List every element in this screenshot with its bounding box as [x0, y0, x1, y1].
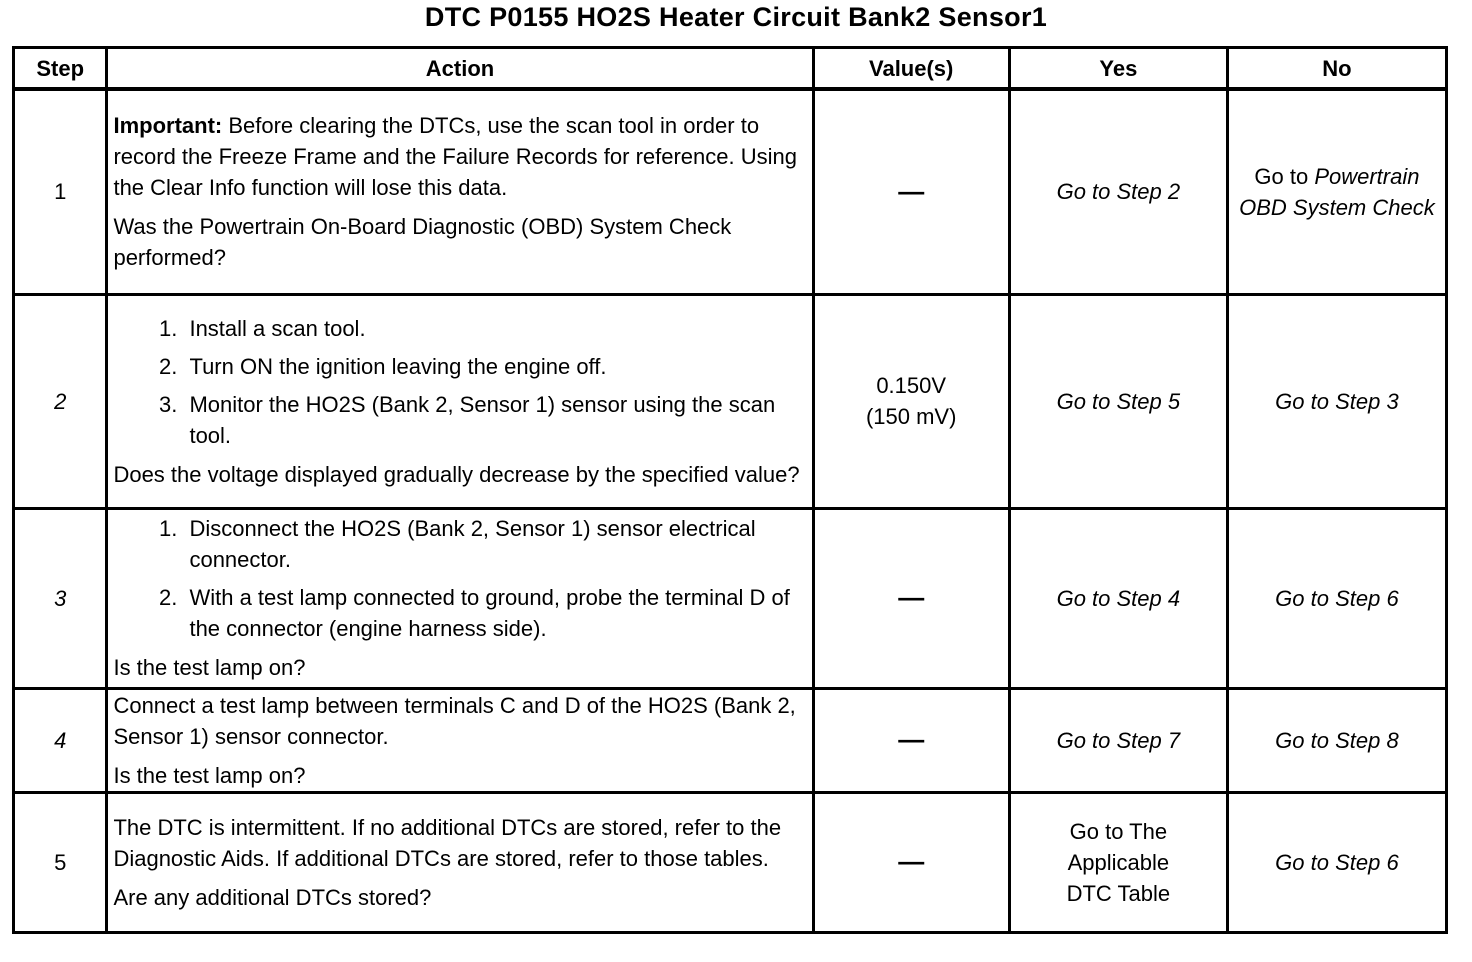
header-no: No [1227, 48, 1446, 90]
substep-list [113, 513, 806, 644]
action-question: Is the test lamp on? [113, 655, 306, 680]
value-cell [813, 792, 1009, 932]
no-prefix: Go to [1254, 163, 1315, 189]
no-cell[interactable]: Go to Step 6 [1227, 792, 1446, 932]
step-number: 4 [14, 688, 107, 792]
yes-cell[interactable]: Go to Step 4 [1009, 508, 1227, 688]
no-cell[interactable]: Go to Step 3 [1227, 294, 1446, 508]
header-action: Action [107, 48, 813, 90]
value-cell [813, 688, 1009, 792]
no-cell[interactable] [1227, 89, 1446, 294]
yes-cell[interactable]: Go to Step 2 [1009, 89, 1227, 294]
value-millivolts: (150 mV) [865, 404, 957, 429]
value-dash: — [898, 175, 925, 206]
important-label: Important: [113, 113, 223, 139]
no-cell[interactable]: Go to Step 6 [1227, 508, 1446, 688]
action-question: Was the Powertrain On-Board Diagnostic (OBD) System Check performed? [113, 214, 732, 271]
action-cell [107, 294, 813, 508]
action-text: Connect a test lamp between terminals C and D of the HO2S (Bank 2, Sensor 1) sensor connector. [113, 692, 796, 749]
value-cell [813, 508, 1009, 688]
diagnostic-table [12, 46, 1448, 934]
action-text [113, 110, 806, 203]
step-number: 1 [14, 89, 107, 294]
action-cell [107, 508, 813, 688]
action-question: Are any additional DTCs stored? [113, 884, 432, 910]
action-question: Does the voltage displayed gradually decrease by the specified value? [113, 461, 800, 487]
table-row [14, 688, 1447, 792]
action-cell [107, 688, 813, 792]
table-row [14, 294, 1447, 508]
header-values: Value(s) [813, 48, 1009, 90]
value-dash: — [898, 582, 925, 612]
substep-item: 2. Turn ON the ignition leaving the engine off. [183, 351, 806, 382]
value-cell [813, 89, 1009, 294]
action-cell [107, 89, 813, 294]
yes-cell[interactable]: Go to Step 5 [1009, 294, 1227, 508]
action-cell [107, 792, 813, 932]
value-dash: — [898, 846, 925, 876]
step-number: 2 [14, 294, 107, 508]
header-step: Step [14, 48, 107, 90]
action-text: The DTC is intermittent. If no additional DTCs are stored, refer to the Diagnostic Aids. If additional DTCs are stored, refer to those tables. [113, 814, 782, 871]
page-title: DTC P0155 HO2S Heater Circuit Bank2 Sensor1 [424, 2, 1048, 32]
substep-list [113, 313, 806, 451]
substep-item: 2. With a test lamp connected to ground, probe the terminal D of the connector (engine harness side). [183, 582, 806, 644]
yes-cell[interactable]: Go to The Applicable DTC Table [1009, 792, 1227, 932]
substep-item: 1. Install a scan tool. [183, 313, 806, 344]
table-row [14, 792, 1447, 932]
step-number: 5 [14, 792, 107, 932]
step-number: 3 [14, 508, 107, 688]
important-text: Before clearing the DTCs, use the scan tool in order to record the Freeze Frame and the Failure Records for reference. Using the Clear Info function will lose this data. [113, 113, 797, 201]
table-row [14, 508, 1447, 688]
substep-item: 3. Monitor the HO2S (Bank 2, Sensor 1) sensor using the scan tool. [183, 389, 806, 451]
value-cell [813, 294, 1009, 508]
substep-item: 1. Disconnect the HO2S (Bank 2, Sensor 1) sensor electrical connector. [183, 513, 806, 575]
header-yes: Yes [1009, 48, 1227, 90]
table-row [14, 89, 1447, 294]
no-link[interactable]: Powertrain OBD System Check [1239, 163, 1435, 220]
value-voltage: 0.150V [876, 373, 947, 398]
yes-cell[interactable]: Go to Step 7 [1009, 688, 1227, 792]
table-header-row [14, 48, 1447, 90]
no-cell[interactable]: Go to Step 8 [1227, 688, 1446, 792]
value-dash: — [898, 724, 925, 754]
action-question: Is the test lamp on? [113, 762, 306, 788]
